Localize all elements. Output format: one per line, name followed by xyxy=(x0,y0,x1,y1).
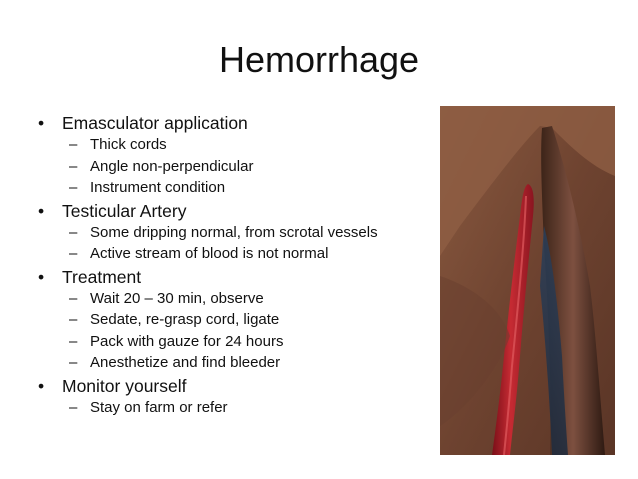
bullet-item xyxy=(38,375,433,397)
sub-bullet-text: Pack with gauze for 24 hours xyxy=(90,332,284,350)
hemorrhage-photo xyxy=(440,106,615,455)
bullet-item xyxy=(38,200,433,222)
dash-glyph: – xyxy=(69,332,78,350)
sub-bullet-item xyxy=(38,397,433,419)
sub-bullet-item xyxy=(38,309,433,331)
sub-bullet-text: Anesthetize and find bleeder xyxy=(90,354,281,371)
sub-bullet-item xyxy=(38,156,433,178)
slide-title: Hemorrhage xyxy=(218,39,420,80)
sub-bullet-text: Some dripping normal, from scrotal vessels xyxy=(90,223,378,241)
sub-bullet-text: Wait 20 – 30 min, observe xyxy=(90,289,264,307)
bullet-item xyxy=(38,112,433,134)
sub-bullet-text: Active stream of blood is not normal xyxy=(90,245,329,262)
bullet-glyph: • xyxy=(38,266,45,287)
sub-bullet-text: Instrument condition xyxy=(90,179,226,196)
bullet-list xyxy=(38,112,433,419)
dash-glyph: – xyxy=(69,398,78,416)
dash-glyph: – xyxy=(69,136,78,153)
bullet-text: Testicular Artery xyxy=(62,200,187,221)
dash-glyph: – xyxy=(69,354,78,371)
bullet-glyph: • xyxy=(38,375,45,396)
dash-glyph: – xyxy=(69,179,78,196)
sub-bullet-text: Sedate, re-grasp cord, ligate xyxy=(90,311,280,328)
sub-bullet-item xyxy=(38,331,433,353)
sub-bullet-item xyxy=(38,222,433,244)
sub-bullet-item xyxy=(38,243,433,265)
dash-glyph: – xyxy=(69,223,78,241)
bullet-group-monitor xyxy=(38,375,433,419)
bullet-text: Emasculator application xyxy=(62,113,248,133)
sub-bullet-text: Stay on farm or refer xyxy=(90,398,228,416)
sub-bullet-item xyxy=(38,134,433,156)
sub-bullet-item xyxy=(38,177,433,199)
bullet-text: Monitor yourself xyxy=(62,375,187,396)
dash-glyph: – xyxy=(69,311,78,328)
bullet-group-treatment xyxy=(38,266,433,374)
dash-glyph: – xyxy=(69,157,78,175)
bullet-group-emasculator xyxy=(38,112,433,199)
photo-illustration xyxy=(440,106,615,455)
dash-glyph: – xyxy=(69,289,78,307)
bullet-group-testicular-artery xyxy=(38,200,433,265)
sub-bullet-text: Angle non-perpendicular xyxy=(90,157,254,175)
bullet-item xyxy=(38,266,433,288)
bullet-glyph: • xyxy=(38,200,45,221)
sub-bullet-item xyxy=(38,352,433,374)
dash-glyph: – xyxy=(69,245,78,262)
bullet-text: Treatment xyxy=(62,266,142,287)
bullet-glyph: • xyxy=(38,113,45,133)
sub-bullet-text: Thick cords xyxy=(90,136,167,153)
sub-bullet-item xyxy=(38,288,433,310)
